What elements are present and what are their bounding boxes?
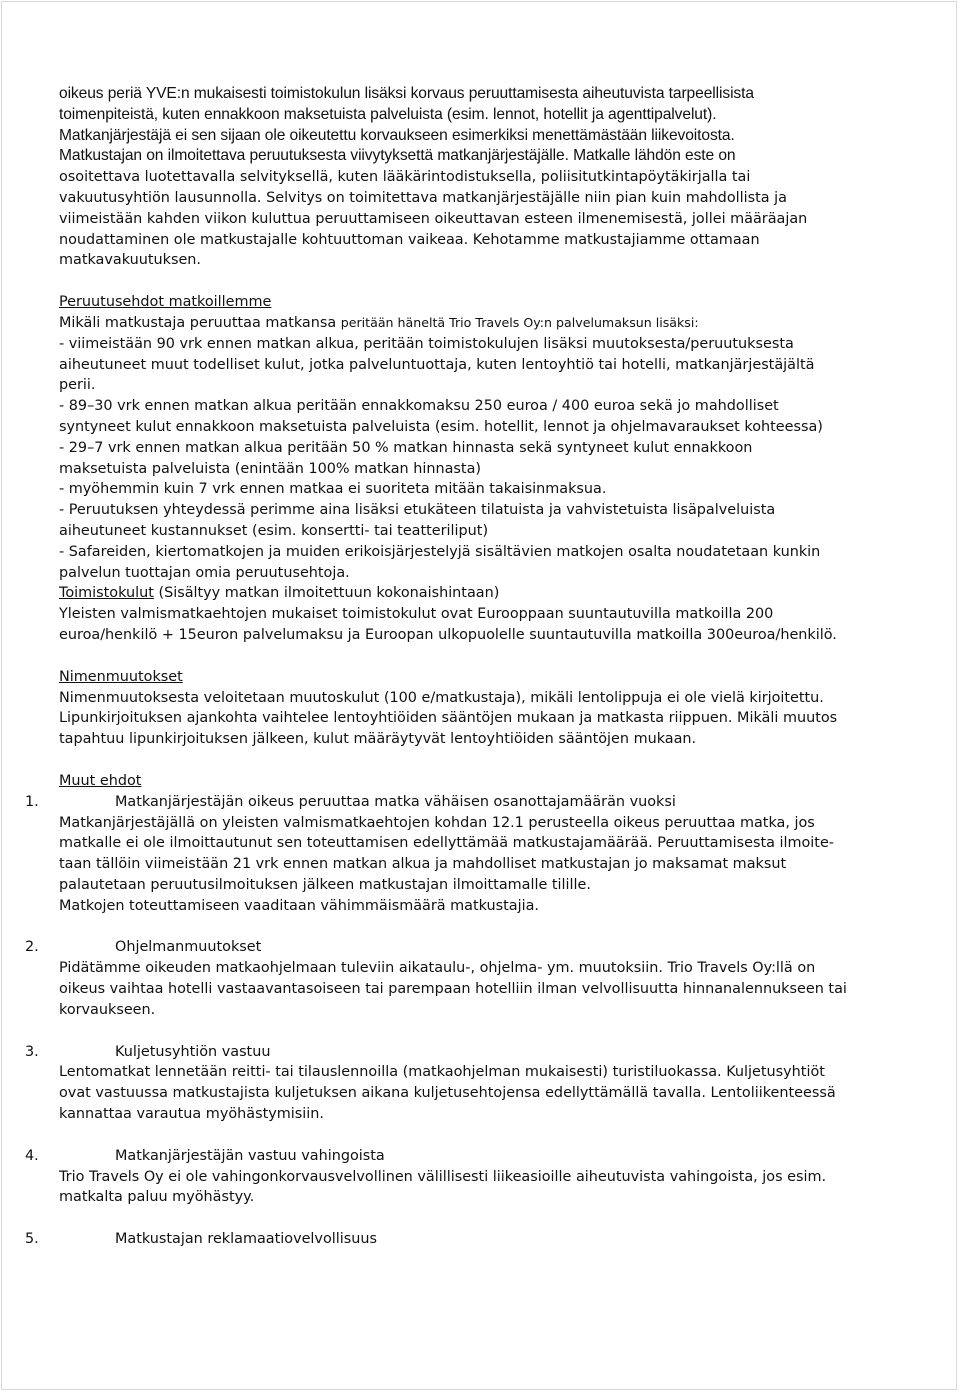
office-fees-line: euroa/henkilö + 15euron palvelumaksu ja Euroopan ulkopuolelle suuntautuvilla matkoilla 300euroa/henkilö.: [59, 626, 837, 643]
section-line: Trio Travels Oy ei ole vahingonkorvausvelvollinen välillisesti liikeasioille aiheutuvista vahingoista, jos esim.: [59, 1168, 827, 1185]
cancellation-lead: [59, 313, 909, 334]
section-number: 3.: [25, 1043, 39, 1060]
office-fees-note: (Sisältyy matkan ilmoitettuun kokonaishintaan): [153, 585, 500, 602]
cancellation-line: palvelun tuottajan omia peruutusehtoja.: [59, 564, 350, 581]
section-line: Pidätämme oikeuden matkaohjelmaan tuleviin aikataulu-, ohjelma- ym. muutoksiin. Trio Travels Oy:llä on: [59, 960, 816, 977]
section-number: 5.: [25, 1231, 39, 1248]
cancellation-terms: [59, 292, 909, 646]
intro-line: [59, 146, 909, 167]
intro-line: oikeus periä YVE:n mukaisesti toimistokulun lisäksi korvaus peruuttamisesta aiheutuvista tarpeellisista: [59, 85, 754, 102]
section-title: Kuljetusyhtiön vastuu: [115, 1043, 271, 1060]
cancellation-line: syntyneet kulut ennakkoon maksetuista palveluista (esim. hotellit, lennot ja ohjelmavaraukset kohteessa): [59, 418, 823, 435]
intro-line-part: Matkustajan on ilmoitettava peruutuksesta viivytyksettä matkanjärjestäjälle.: [59, 147, 569, 165]
cancellation-line: - viimeistään 90 vrk ennen matkan alkua, peritään toimistokulujen lisäksi muutoksesta/peruutuksesta: [59, 335, 794, 352]
cancellation-line: - 89–30 vrk ennen matkan alkua peritään ennakkomaksu 250 euroa / 400 euroa sekä jo mahdolliset: [59, 398, 779, 415]
intro-line-part: Selvitys on toimitettava matkanjärjestäjälle niin pian kuin mahdollista ja: [261, 189, 787, 206]
section-title: Matkanjärjestäjän oikeus peruuttaa matka vähäisen osanottajamäärän vuoksi: [115, 793, 676, 810]
section-number: 4.: [25, 1147, 39, 1164]
section-line: Matkojen toteuttamiseen vaaditaan vähimmäismäärä matkustajia.: [59, 897, 539, 914]
name-changes-line: Nimenmuutoksesta veloitetaan muutoskulut (100 e/matkustaja), mikäli lentolippuja ei ole vielä kirjoitettu.: [59, 689, 824, 706]
lead-part: Mikäli matkustaja peruuttaa matkansa: [59, 314, 341, 331]
intro-line: toimenpiteistä, kuten ennakkoon maksetuista palveluista (esim. lennot, hotellit ja agenttipalvelut).: [59, 105, 717, 123]
section-title: Matkanjärjestäjän vastuu vahingoista: [115, 1147, 385, 1164]
intro-paragraph: [59, 84, 909, 271]
section-line: korvaukseen.: [59, 1001, 156, 1018]
office-fees-line: Yleisten valmismatkaehtojen mukaiset toimistokulut ovat Eurooppaan suuntautuvilla matkoilla 200: [59, 606, 774, 623]
cancellation-line: aiheutuneet muut todelliset kulut, jotka palveluntuottaja, kuten lentoyhtiö tai hotelli, matkanjärjestäjältä: [59, 356, 815, 373]
term-section-3: [25, 1042, 909, 1125]
section-line: Matkanjärjestäjällä on yleisten valmismatkaehtojen kohdan 12.1 perusteella oikeus peruuttaa matka, jos: [59, 814, 815, 831]
cancellation-line: perii.: [59, 377, 96, 394]
section-line: Lentomatkat lennetään reitti- tai tilauslennoilla (matkaohjelman mukaisesti) turistiluokassa. Kuljetusyhtiöt: [59, 1064, 825, 1081]
section-number: 1.: [25, 793, 39, 810]
intro-line: osoitettava luotettavalla selvityksellä, kuten lääkärintodistuksella, poliisitutkintapöytäkirjalla tai: [59, 169, 751, 186]
cancellation-line: aiheutuneet kustannukset (esim. konsertti- tai teatteriliput): [59, 522, 489, 539]
section-heading: Muut ehdot: [59, 772, 142, 789]
section-line: palautetaan peruutusilmoituksen jälkeen matkustajan ilmoittamalle tilille.: [59, 876, 591, 893]
intro-line: noudattaminen ole matkustajalle kohtuuttoman vaikeaa. Kehotamme matkustajiamme ottamaan: [59, 231, 760, 248]
other-terms: [25, 771, 909, 1250]
name-changes-line: Lipunkirjoituksen ajankohta vaihtelee lentoyhtiöiden sääntöjen mukaan ja matkasta riippuen. Mikäli muutos: [59, 710, 838, 727]
intro-line: Matkanjärjestäjä ei sen sijaan ole oikeutettu korvaukseen esimerkiksi menettämästään liikevoitosta.: [59, 126, 735, 144]
office-fees-heading: [59, 583, 909, 604]
name-changes-line: tapahtuu lipunkirjoituksen jälkeen, kulut määräytyvät lentoyhtiöiden sääntöjen mukaan.: [59, 731, 697, 748]
lead-part: peritään häneltä Trio Travels Oy:n palvelumaksun lisäksi:: [340, 314, 699, 330]
section-heading: Peruutusehdot matkoillemme: [59, 294, 272, 311]
cancellation-line: - Safareiden, kiertomatkojen ja muiden erikoisjärjestelyjä sisältävien matkojen osalta noudatetaan kunkin: [59, 543, 821, 560]
term-section-4: [25, 1146, 909, 1208]
intro-line: matkavakuutuksen.: [59, 252, 201, 269]
section-line: matkalle ei ole ilmoittautunut sen toteuttamisen edellyttämää matkustajamäärää. Peruuttamisesta ilmoite-: [59, 835, 834, 852]
cancellation-line: - myöhemmin kuin 7 vrk ennen matkaa ei suoriteta mitään takaisinmaksua.: [59, 481, 607, 498]
section-line: oikeus vaihtaa hotelli vastaavantasoiseen tai parempaan hotelliin ilman velvollisuutta hinnanalennukseen tai: [59, 981, 847, 998]
section-heading: Nimenmuutokset: [59, 668, 183, 685]
cancellation-line: - 29–7 vrk ennen matkan alkua peritään 50 % matkan hinnasta sekä syntyneet kulut ennakkoon: [59, 439, 753, 456]
intro-line: [59, 188, 909, 209]
term-section-2: [25, 937, 909, 1020]
section-number: 2.: [25, 939, 39, 956]
section-title: Matkustajan reklamaatiovelvollisuus: [115, 1231, 377, 1248]
section-title: Ohjelmanmuutokset: [115, 939, 262, 956]
section-line: ovat vastuussa matkustajista kuljetuksen aikana kuljetusehtojensa edellyttämällä tavalla. Lentoliikenteessä: [59, 1085, 836, 1102]
document-body: [25, 84, 909, 1250]
intro-line-part: vakuutusyhtiön lausunnolla.: [59, 189, 262, 206]
cancellation-line: - Peruutuksen yhteydessä perimme aina lisäksi etukäteen tilatuista ja vahvistetuista lisäpalveluista: [59, 502, 776, 519]
intro-line: viimeistään kahden viikon kuluttua peruuttamiseen oikeuttavan esteen ilmenemisestä, jollei määräajan: [59, 210, 808, 227]
section-line: taan tällöin viimeistään 21 vrk ennen matkan alkua ja mahdolliset matkustajan jo maksamat maksut: [59, 856, 787, 873]
name-changes: [59, 667, 909, 750]
office-fees-title: Toimistokulut: [59, 585, 154, 602]
section-line: matkalta paluu myöhästyy.: [59, 1189, 255, 1206]
cancellation-line: maksetuista palveluista (enintään 100% matkan hinnasta): [59, 460, 482, 477]
section-line: kannattaa varautua myöhästymisiin.: [59, 1106, 324, 1123]
intro-line-part: Matkalle lähdön este on: [568, 147, 736, 165]
term-section-1: [25, 792, 909, 917]
term-section-5: [25, 1229, 909, 1250]
